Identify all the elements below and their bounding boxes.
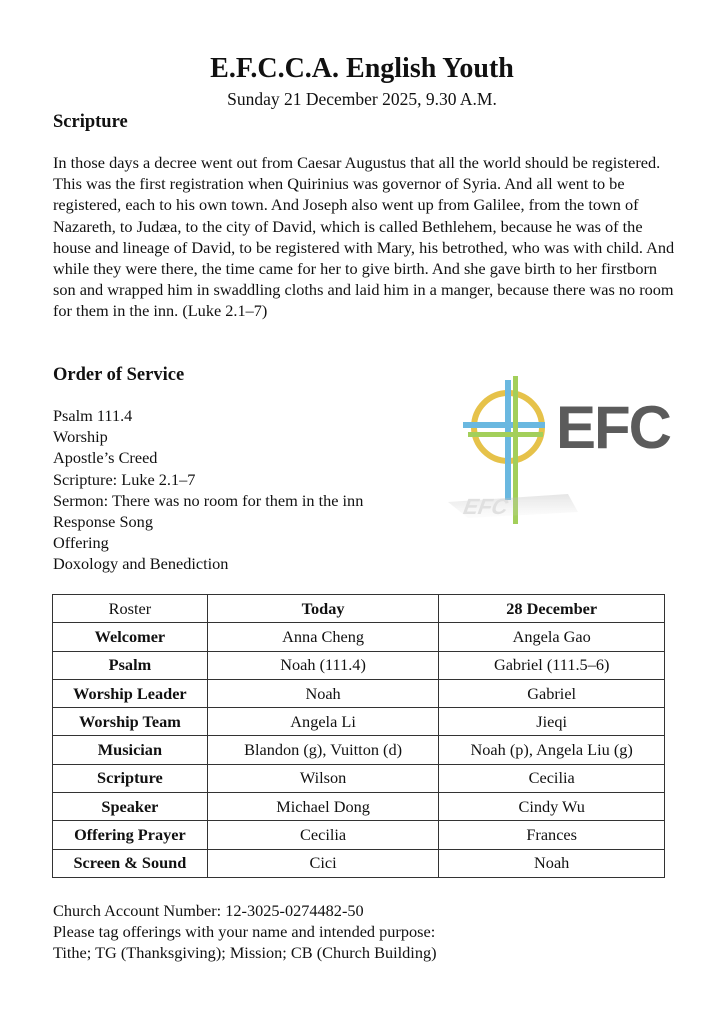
cross-vertical-blue bbox=[505, 380, 511, 500]
today-cell: Michael Dong bbox=[207, 793, 439, 821]
today-cell: Wilson bbox=[207, 764, 439, 792]
next-week-cell: Noah bbox=[439, 849, 665, 877]
next-week-cell: Jieqi bbox=[439, 708, 665, 736]
role-cell: Speaker bbox=[53, 793, 208, 821]
order-of-service-heading: Order of Service bbox=[53, 365, 185, 385]
role-cell: Psalm bbox=[53, 651, 208, 679]
next-week-cell: Noah (p), Angela Liu (g) bbox=[439, 736, 665, 764]
today-cell: Angela Li bbox=[207, 708, 439, 736]
next-week-cell: Cindy Wu bbox=[439, 793, 665, 821]
order-item: Offering bbox=[53, 533, 109, 553]
service-date: Sunday 21 December 2025, 9.30 A.M. bbox=[227, 89, 497, 109]
offering-purposes: Tithe; TG (Thanksgiving); Mission; CB (Church Building) bbox=[53, 943, 437, 962]
scripture-passage: In those days a decree went out from Caesar Augustus that all the world should be registered. This was the first registration when Quirinius was governor of Syria. And all went to be registered, each to his own town. And Joseph also went up from Galilee, from the town of Nazareth, to Judæa, to the city of David, which is called Bethlehem, because he was of the house and lineage of David, to be registered with Mary, his betrothed, who was with child. And while they were there, the time came for her to give birth. And she gave birth to her firstborn son and wrapped him in swaddling cloths and laid him in a manger, because there was no room for them in the inn. (Luke 2.1–7) bbox=[53, 153, 675, 321]
today-cell: Cici bbox=[207, 849, 439, 877]
footer-notes bbox=[53, 900, 437, 963]
efc-logo bbox=[428, 372, 678, 526]
table-row bbox=[53, 623, 665, 651]
today-cell: Noah bbox=[207, 679, 439, 707]
roster-table bbox=[52, 594, 665, 878]
table-row bbox=[53, 764, 665, 792]
table-row bbox=[53, 679, 665, 707]
role-cell: Scripture bbox=[53, 764, 208, 792]
table-header-row bbox=[53, 595, 665, 623]
order-item: Sermon: There was no room for them in the inn bbox=[53, 490, 364, 510]
order-item: Scripture: Luke 2.1–7 bbox=[53, 469, 196, 489]
table-header-cell: 28 December bbox=[439, 595, 665, 623]
role-cell: Screen & Sound bbox=[53, 849, 208, 877]
order-item: Response Song bbox=[53, 512, 153, 532]
next-week-cell: Angela Gao bbox=[439, 623, 665, 651]
logo-reflection-text: EFC bbox=[459, 493, 513, 519]
cross-horizontal-blue bbox=[463, 422, 545, 428]
table-header-cell: Roster bbox=[53, 595, 208, 623]
next-week-cell: Frances bbox=[439, 821, 665, 849]
next-week-cell: Gabriel (111.5–6) bbox=[439, 651, 665, 679]
order-item: Psalm 111.4 bbox=[53, 406, 133, 425]
role-cell: Musician bbox=[53, 736, 208, 764]
next-week-cell: Gabriel bbox=[439, 679, 665, 707]
table-row bbox=[53, 849, 665, 877]
today-cell: Blandon (g), Vuitton (d) bbox=[207, 736, 439, 764]
table-row bbox=[53, 821, 665, 849]
account-number: Church Account Number: 12-3025-0274482-50 bbox=[53, 901, 364, 920]
order-item: Worship bbox=[53, 427, 108, 447]
page-title: E.F.C.C.A. English Youth bbox=[210, 53, 514, 84]
order-of-service-list bbox=[53, 405, 363, 575]
role-cell: Welcomer bbox=[53, 623, 208, 651]
order-item: Doxology and Benediction bbox=[53, 554, 229, 574]
table-row bbox=[53, 736, 665, 764]
role-cell: Worship Team bbox=[53, 708, 208, 736]
today-cell: Anna Cheng bbox=[207, 623, 439, 651]
offering-note: Please tag offerings with your name and intended purpose: bbox=[53, 922, 436, 941]
order-item: Apostle’s Creed bbox=[53, 448, 158, 468]
logo-text: EFC bbox=[556, 394, 670, 461]
table-row bbox=[53, 793, 665, 821]
today-cell: Cecilia bbox=[207, 821, 439, 849]
role-cell: Offering Prayer bbox=[53, 821, 208, 849]
table-row bbox=[53, 708, 665, 736]
table-row bbox=[53, 651, 665, 679]
next-week-cell: Cecilia bbox=[439, 764, 665, 792]
role-cell: Worship Leader bbox=[53, 679, 208, 707]
cross-horizontal-green bbox=[468, 432, 543, 437]
table-header-cell: Today bbox=[207, 595, 439, 623]
scripture-heading: Scripture bbox=[53, 112, 128, 132]
today-cell: Noah (111.4) bbox=[207, 651, 439, 679]
